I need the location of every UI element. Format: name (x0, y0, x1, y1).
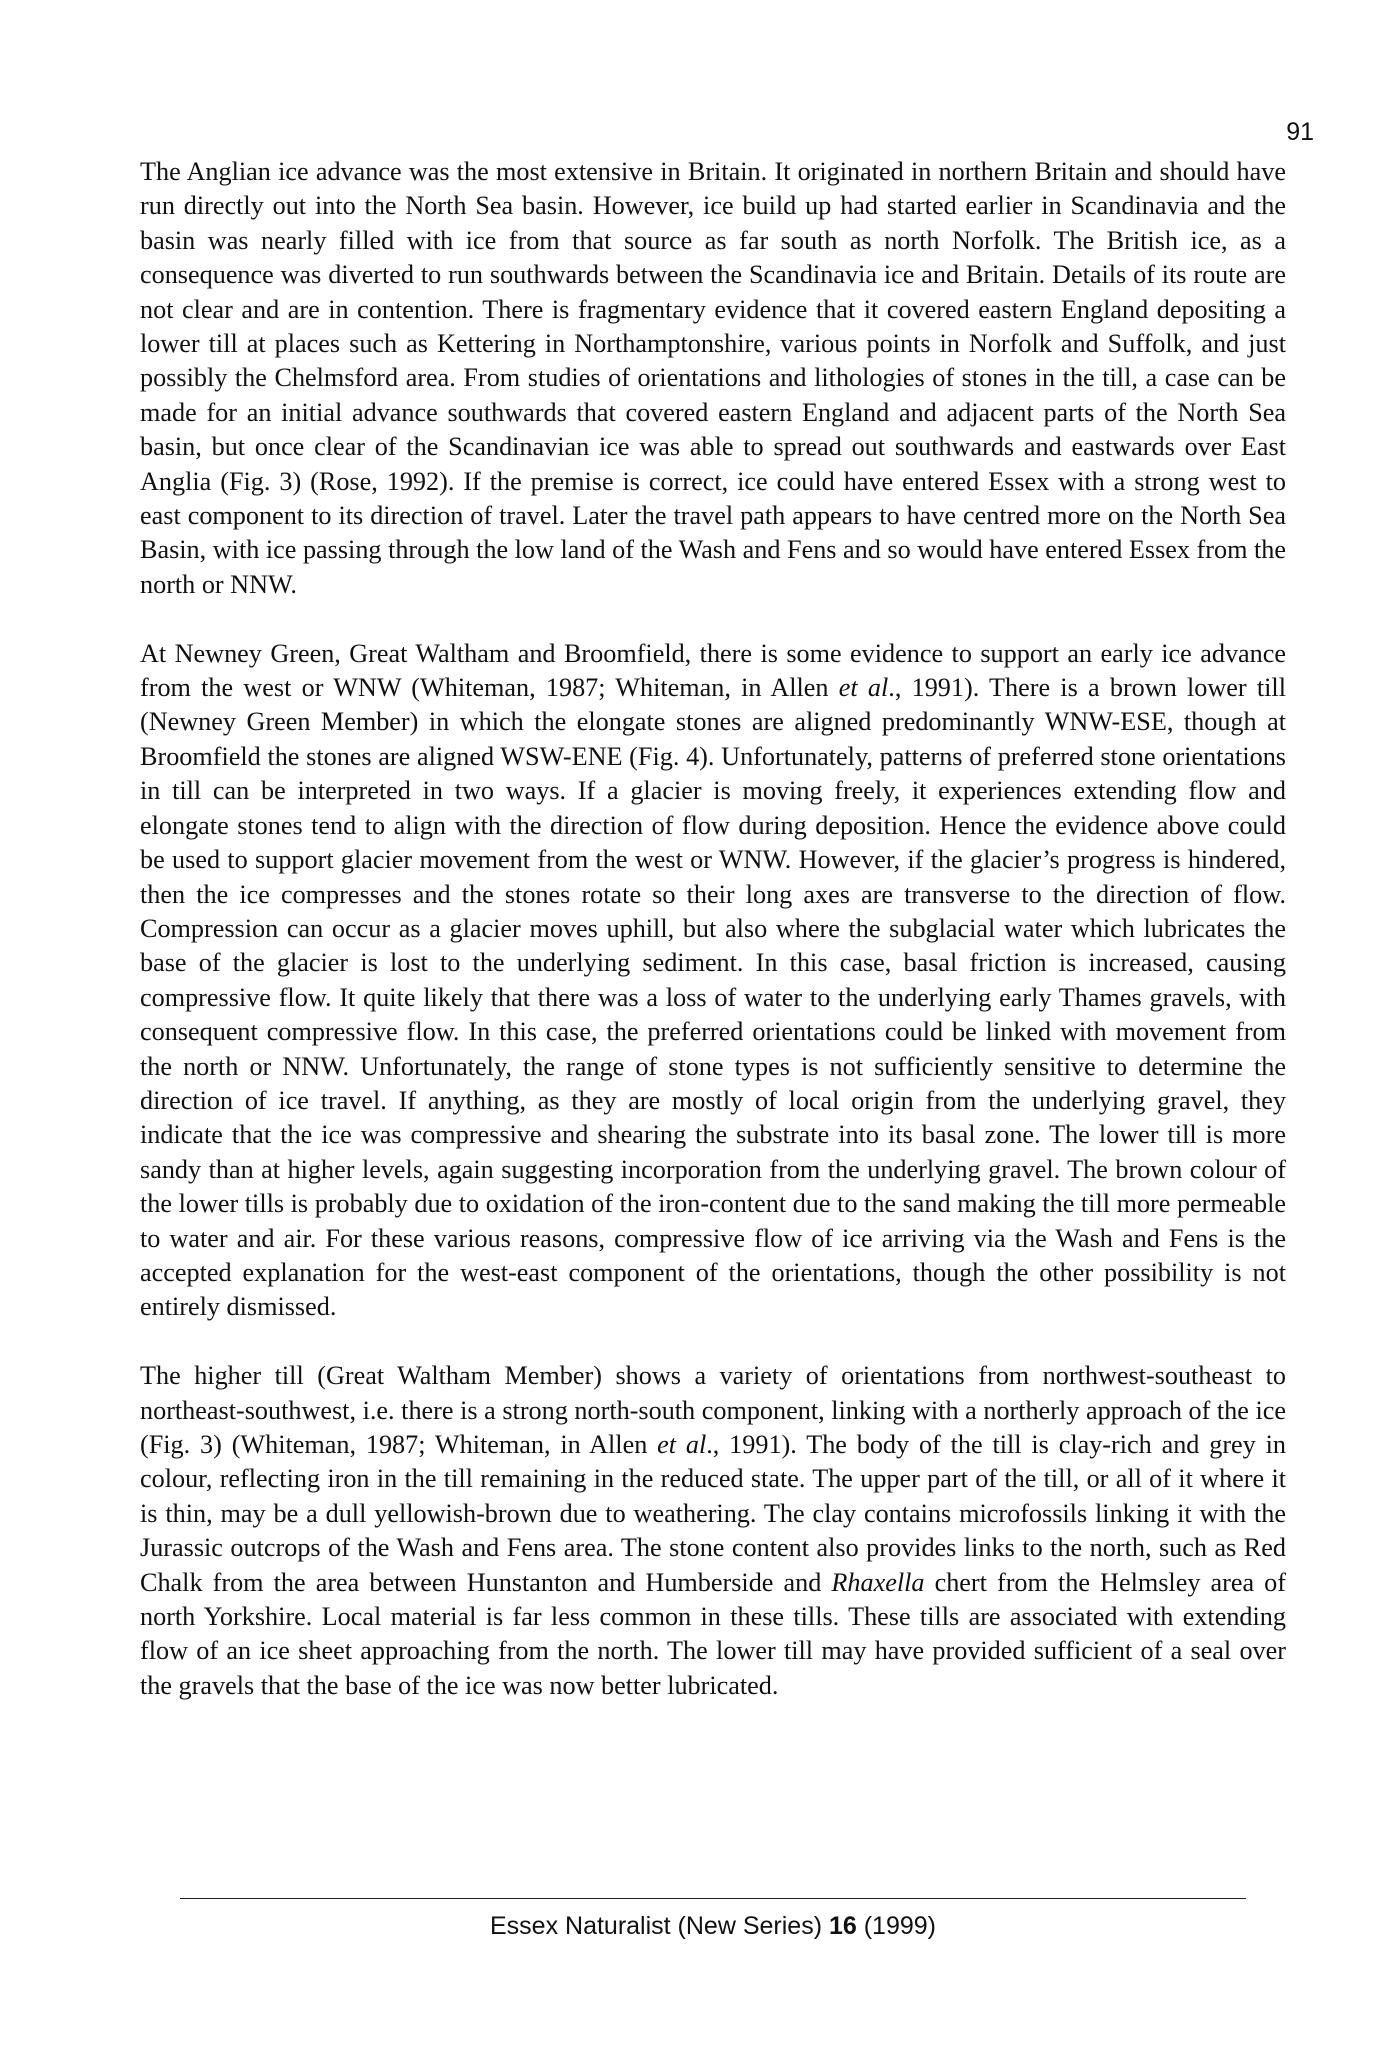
footer-volume: 16 (828, 1912, 857, 1940)
article-body (140, 155, 1286, 1738)
page-number: 91 (1286, 118, 1314, 146)
footer-citation (0, 1912, 1400, 1941)
paragraph-text: ., 1991). There is a brown lower till (Newney Green Member) in which the elongate stones are aligned predominantly WNW-ESE, though at Broomfield the stones are aligned WSW-ENE (Fig. 4). Unfortunately, patterns of preferred stone orientations in till can be interpreted in two ways. If a glacier is moving freely, it experiences extending flow and elongate stones tend to align with the direction of flow during deposition. Hence the evidence above could be used to support glacier movement from the west or WNW. However, if the glacier’s progress is hindered, then the ice compresses and the stones rotate so their long axes are transverse to the direction of flow. Compression can occur as a glacier moves uphill, but also where the subglacial water which lubricates the base of the glacier is lost to the underlying sediment. In this case, basal friction is increased, causing compressive flow. It quite likely that there was a loss of water to the underlying early Thames gravels, with consequent compressive flow. In this case, the preferred orientations could be linked with movement from the north or NNW. Unfortunately, the range of stone types is not sufficiently sensitive to determine the direction of ice travel. If anything, as they are mostly of local origin from the underlying gravel, they indicate that the ice was compressive and shearing the substrate into its basal zone. The lower till is more sandy than at higher levels, again suggesting incorporation from the underlying gravel. The brown colour of the lower tills is probably due to oxidation of the iron-content due to the sand making the till more permeable to water and air. For these various reasons, compressive flow of ice arriving via the Wash and Fens is the accepted explanation for the west-east component of the orientations, though the other possibility is not entirely dismissed. (140, 673, 1286, 1322)
paragraph-text: The higher till (Great Waltham Member) shows a variety of orientations from northwest-southeast to northeast-southwest, i.e. there is a strong north-south component, linking with a northerly approach of the ice (Fig. 3) (Whiteman, 1987; Whiteman, in Allen (140, 1361, 1286, 1459)
paragraph-text: The Anglian ice advance was the most extensive in Britain. It originated in northern Britain and should have run directly out into the North Sea basin. However, ice build up had started earlier in Scandinavia and the basin was nearly filled with ice from that source as far south as north Norfolk. The British ice, as a consequence was diverted to run southwards between the Scandinavia ice and Britain. Details of its route are not clear and are in contention. There is fragmentary evidence that it covered eastern England depositing a lower till at places such as Kettering in Northamptonshire, various points in Norfolk and Suffolk, and just possibly the Chelmsford area. From studies of orientations and lithologies of stones in the till, a case can be made for an initial advance southwards that covered eastern England and adjacent parts of the North Sea basin, but once clear of the Scandinavian ice was able to spread out southwards and eastwards over East Anglia (Fig. 3) (Rose, 1992). If the premise is correct, ice could have entered Essex with a strong west to east component to its direction of travel. Later the travel path appears to have centred more on the North Sea Basin, with ice passing through the low land of the Wash and Fens and so would have entered Essex from the north or NNW. (140, 157, 1286, 599)
citation-italic: et al (657, 1430, 707, 1459)
paragraph-anglian-advance (140, 155, 1286, 602)
footer-journal: Essex Naturalist (New Series) (489, 1912, 829, 1940)
paragraph-text: At Newney Green, Great Waltham and Broomfield, there is some evidence to support an early ice advance from the west or WNW (Whiteman, 1987; Whiteman, in Allen (140, 638, 1286, 703)
paragraph-newney-green (140, 637, 1286, 1325)
paragraph-text: chert from the Helmsley area of north Yorkshire. Local material is far less common in these tills. These tills are associated with extending flow of an ice sheet approaching from the north. The lower till may have provided sufficient of a seal over the gravels that the base of the ice was now better lubricated. (140, 1567, 1286, 1700)
footer-divider (180, 1898, 1246, 1899)
citation-italic: et al (838, 673, 889, 703)
paragraph-text: ., 1991). The body of the till is clay-rich and grey in colour, reflecting iron in the till remaining in the reduced state. The upper part of the till, or all of it where it is thin, may be a dull yellowish-brown due to weathering. The clay contains microfossils linking it with the Jurassic outcrops of the Wash and Fens area. The stone content also provides links to the north, such as Red Chalk from the area between Hunstanton and Humberside and (140, 1430, 1286, 1597)
paragraph-higher-till (140, 1359, 1286, 1703)
taxon-italic: Rhaxella (831, 1567, 925, 1597)
footer-year: (1999) (856, 1912, 936, 1940)
